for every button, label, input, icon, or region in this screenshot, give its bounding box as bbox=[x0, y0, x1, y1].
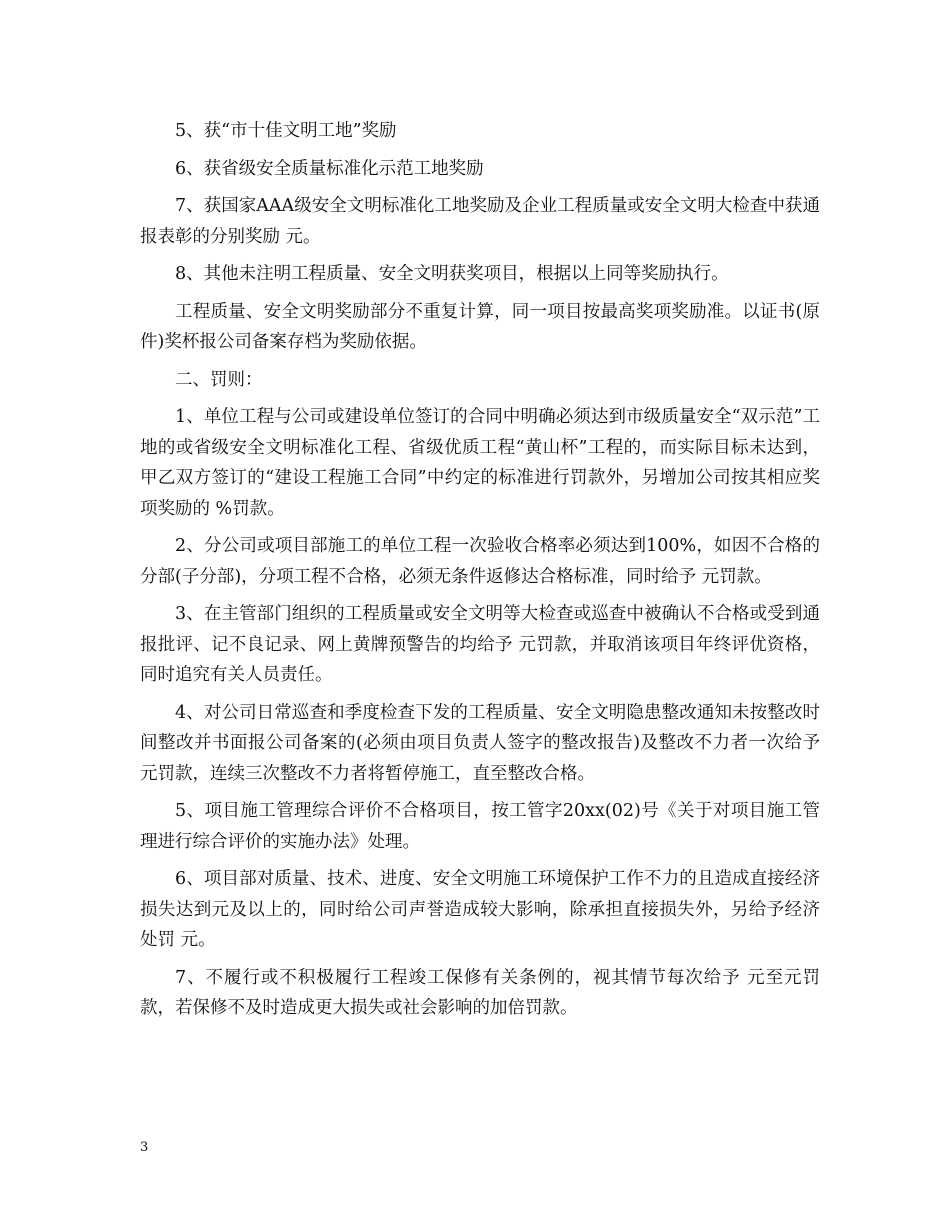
paragraph-penalty-2: 2、分公司或项目部施工的单位工程一次验收合格率必须达到100%，如因不合格的分部(子分部)，分项工程不合格，必须无条件返修达合格标准，同时给予 元罚款。 bbox=[140, 536, 820, 587]
section-heading-penalties: 二、罚则： bbox=[175, 369, 263, 390]
page-number: 3 bbox=[140, 1140, 149, 1155]
paragraph-penalty-3: 3、在主管部门组织的工程质量或安全文明等大检查或巡查中被确认不合格或受到通报批评、记不良记录、网上黄牌预警告的均给予 元罚款，并取消该项目年终评优资格，同时追究有关人员责任。 bbox=[140, 604, 820, 685]
document-body bbox=[140, 116, 820, 1024]
paragraph-award-note: 工程质量、安全文明奖励部分不重复计算，同一项目按最高奖项奖励准。以证书(原件)奖杯报公司备案存档为奖励依据。 bbox=[140, 301, 820, 352]
paragraph-penalty-4: 4、对公司日常巡查和季度检查下发的工程质量、安全文明隐患整改通知未按整改时间整改并书面报公司备案的(必须由项目负责人签字的整改报告)及整改不力者一次给予 元罚款，连续三次整改不力者将暂停施工，直至整改合格。 bbox=[140, 702, 820, 784]
paragraph-award-5: 5、获“市十佳文明工地”奖励 bbox=[175, 121, 397, 141]
paragraph-penalty-1: 1、单位工程与公司或建设单位签订的合同中明确必须达到市级质量安全“双示范”工地的或省级安全文明标准化工程、省级优质工程“黄山杯”工程的，而实际目标未达到，甲乙双方签订的“建设工程施工合同”中约定的标准进行罚款外，另增加公司按其相应奖项奖励的 %罚款。 bbox=[140, 407, 820, 519]
paragraph-award-6: 6、获省级安全质量标准化示范工地奖励 bbox=[175, 158, 484, 179]
paragraph-award-8: 8、其他未注明工程质量、安全文明获奖项目，根据以上同等奖励执行。 bbox=[175, 264, 729, 284]
paragraph-penalty-5: 5、项目施工管理综合评价不合格项目，按工管字20xx(02)号《关于对项目施工管理进行综合评价的实施办法》处理。 bbox=[140, 801, 820, 852]
paragraph-award-7: 7、获国家AAA级安全文明标准化工地奖励及企业工程质量或安全文明大检查中获通报表彰的分别奖励 元。 bbox=[140, 196, 820, 247]
paragraph-penalty-6: 6、项目部对质量、技术、进度、安全文明施工环境保护工作不力的且造成直接经济损失达到元及以上的，同时给公司声誉造成较大影响，除承担直接损失外，另给予经济处罚 元。 bbox=[140, 869, 820, 950]
paragraph-penalty-7: 7、不履行或不积极履行工程竣工保修有关条例的，视其情节每次给予 元至元罚款，若保修不及时造成更大损失或社会影响的加倍罚款。 bbox=[140, 967, 820, 1018]
